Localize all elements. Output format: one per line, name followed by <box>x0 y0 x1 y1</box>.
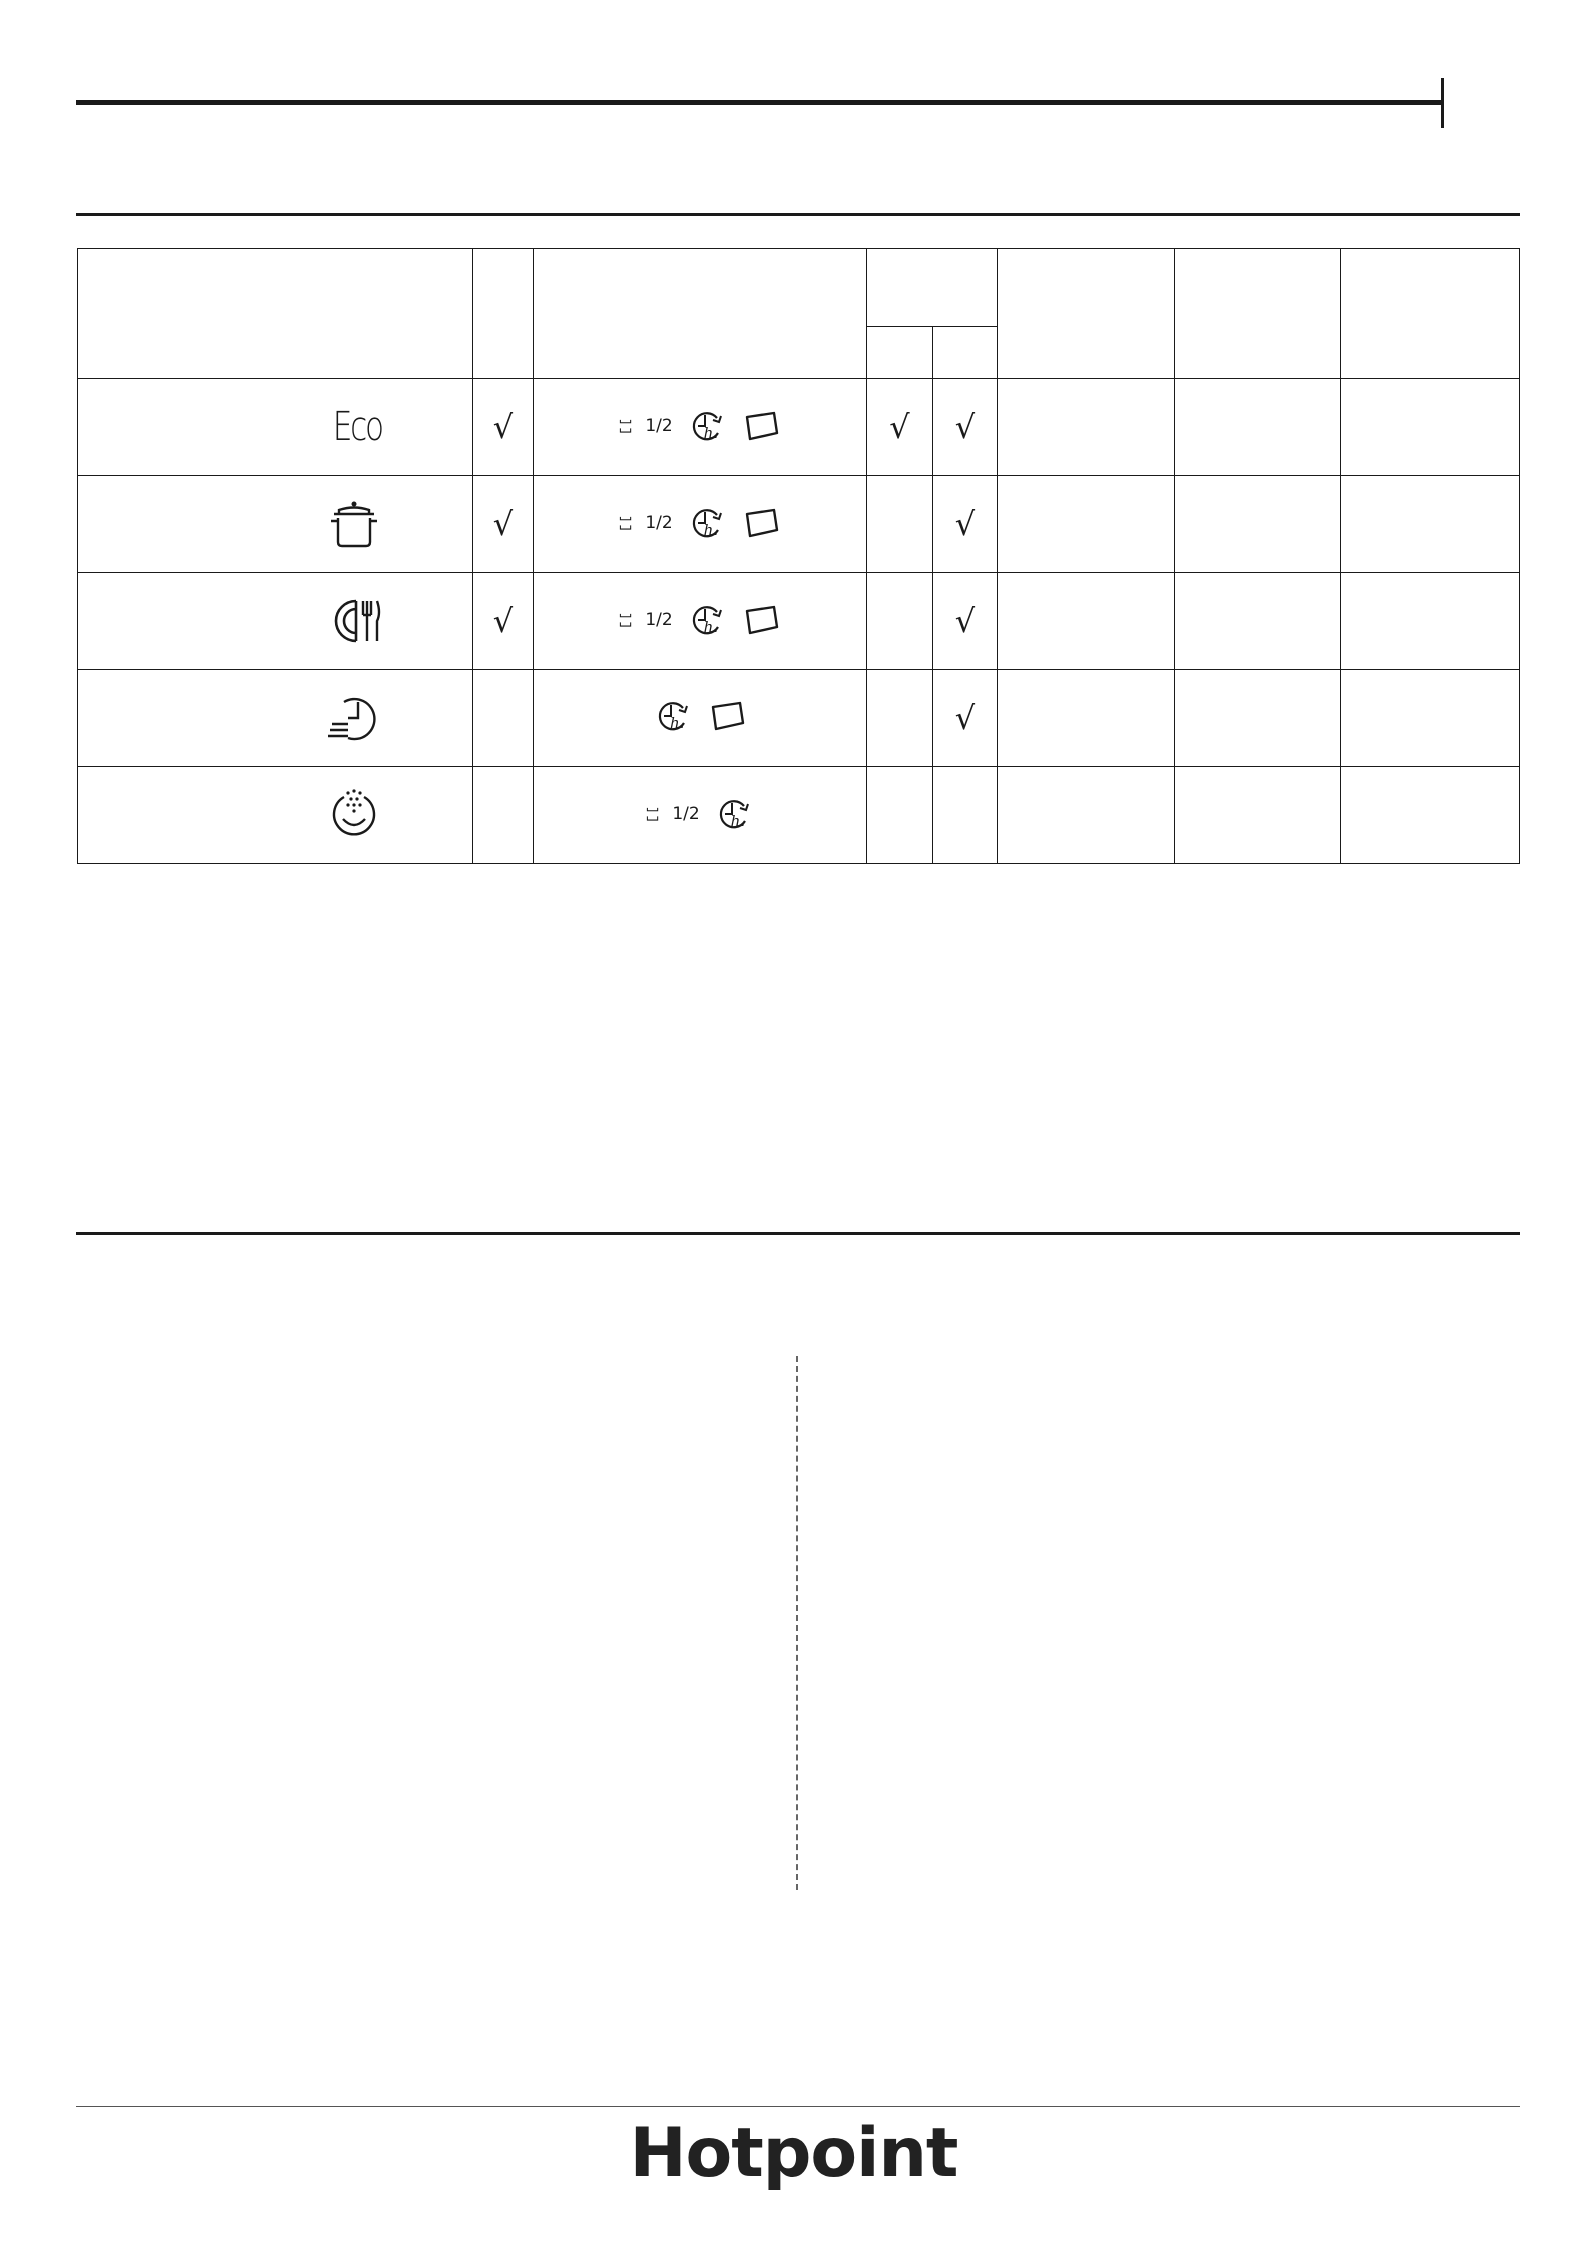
check-cell <box>933 670 998 767</box>
check-cell <box>933 573 998 670</box>
tablet-icon <box>741 506 781 540</box>
empty-cell <box>998 670 1175 767</box>
tablet-icon <box>707 699 747 733</box>
header-col8 <box>1341 249 1520 379</box>
empty-cell <box>1341 670 1520 767</box>
empty-cell <box>998 767 1175 864</box>
header-sub-b <box>933 327 998 379</box>
empty-cell <box>1341 476 1520 573</box>
top-rule-tick <box>1441 78 1444 128</box>
delay-start-icon: h. <box>687 600 727 640</box>
half-load-icon: 1/2 <box>619 506 672 540</box>
check-cell <box>867 573 933 670</box>
options-cell <box>534 476 867 573</box>
empty-cell <box>998 573 1175 670</box>
program-cell <box>78 379 473 476</box>
check-mark: √ <box>954 602 976 640</box>
footer-rule <box>76 2106 1520 2107</box>
tablet-icon <box>741 409 781 443</box>
check-mark: √ <box>889 408 910 446</box>
header-col7 <box>1175 249 1341 379</box>
eco-label: Eco <box>333 404 382 450</box>
check-cell <box>867 379 933 476</box>
check-cell <box>473 573 534 670</box>
check-mark: √ <box>492 602 514 640</box>
programs-table <box>77 248 1520 864</box>
table-row <box>78 476 1520 573</box>
sparkle-face-icon <box>326 787 382 843</box>
header-group <box>867 249 998 327</box>
check-cell <box>473 379 534 476</box>
check-mark: √ <box>954 505 976 543</box>
empty-cell <box>1175 767 1341 864</box>
check-cell <box>933 476 998 573</box>
table-header-row <box>78 249 1520 327</box>
check-cell <box>933 379 998 476</box>
empty-cell <box>1341 379 1520 476</box>
empty-cell <box>1175 379 1341 476</box>
check-mark: √ <box>954 408 976 446</box>
column-divider <box>796 1356 798 1890</box>
section-rule-1 <box>76 213 1520 216</box>
half-load-icon: 1/2 <box>619 603 672 637</box>
fast-clock-icon <box>326 690 382 746</box>
empty-cell <box>1175 670 1341 767</box>
empty-cell <box>1175 573 1341 670</box>
section-rule-2 <box>76 1232 1520 1235</box>
half-load-icon: 1/2 <box>619 409 672 443</box>
options-cell <box>534 573 867 670</box>
tablet-icon <box>741 603 781 637</box>
header-program <box>78 249 473 379</box>
check-mark: √ <box>492 505 514 543</box>
table-row <box>78 670 1520 767</box>
check-mark: √ <box>492 408 514 446</box>
table-row <box>78 573 1520 670</box>
empty-cell <box>998 379 1175 476</box>
plate-cutlery-icon <box>326 593 382 649</box>
brand-logo: Hotpoint <box>629 2114 958 2193</box>
header-col2 <box>473 249 534 379</box>
delay-start-icon: h. <box>653 696 693 736</box>
delay-start-icon: h. <box>687 503 727 543</box>
check-cell <box>473 670 534 767</box>
options-cell <box>534 767 867 864</box>
options-cell <box>534 379 867 476</box>
program-cell <box>78 476 473 573</box>
empty-cell <box>998 476 1175 573</box>
check-cell <box>867 476 933 573</box>
program-cell <box>78 767 473 864</box>
empty-cell <box>1341 573 1520 670</box>
table-row <box>78 767 1520 864</box>
program-cell <box>78 573 473 670</box>
check-cell <box>867 767 933 864</box>
delay-start-icon: h. <box>687 406 727 446</box>
table-row <box>78 379 1520 476</box>
check-cell <box>473 767 534 864</box>
options-cell <box>534 670 867 767</box>
delay-start-icon: h. <box>714 794 754 834</box>
check-cell <box>867 670 933 767</box>
top-rule <box>76 100 1442 105</box>
check-cell <box>933 767 998 864</box>
empty-cell <box>1175 476 1341 573</box>
header-options <box>534 249 867 379</box>
header-col6 <box>998 249 1175 379</box>
header-sub-a <box>867 327 933 379</box>
pot-icon <box>326 496 382 552</box>
check-cell <box>473 476 534 573</box>
program-cell <box>78 670 473 767</box>
empty-cell <box>1341 767 1520 864</box>
half-load-icon: 1/2 <box>646 797 699 831</box>
check-mark: √ <box>954 699 976 737</box>
